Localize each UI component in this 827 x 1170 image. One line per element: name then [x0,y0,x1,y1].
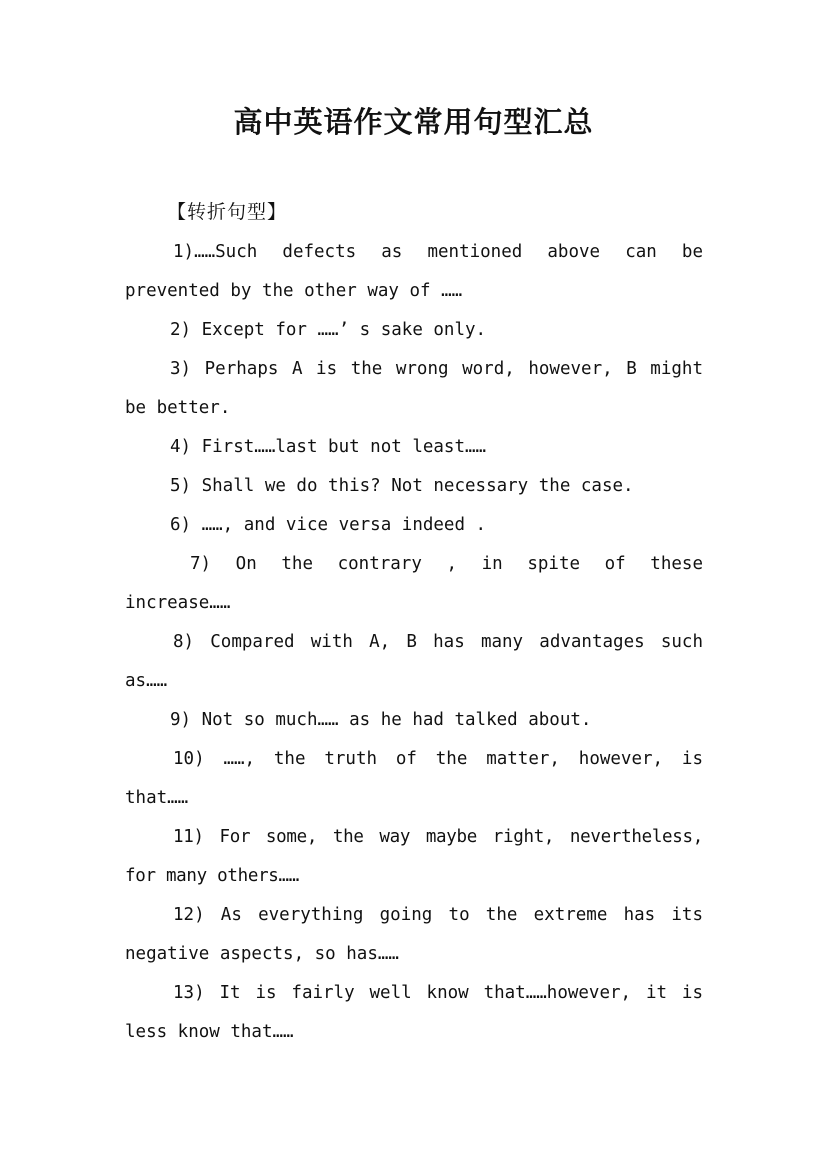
section-heading: 【转折句型】 [167,201,288,223]
list-item: 3) Perhaps A is the wrong word, however, B might be better. [125,359,703,418]
list-item: 6) ……, and vice versa indeed . [170,515,487,535]
list-item: 8) Compared with A, B has many advantages such as…… [125,632,703,691]
list-item: 10) ……, the truth of the matter, however, is that…… [125,749,703,808]
list-item: 13) It is fairly well know that……however, it is less know that…… [125,983,703,1042]
list-item: 9) Not so much…… as he had talked about. [170,710,592,730]
list-item: 12) As everything going to the extreme has its negative aspects, so has…… [125,905,703,964]
list-item: 11) For some, the way maybe right, nevertheless, for many others…… [125,827,703,886]
document-title: 高中英语作文常用句型汇总 [233,105,594,139]
list-item: 7) On the contrary , in spite of these increase…… [125,554,703,613]
sentence-pattern-list [125,233,703,1052]
list-item: 1)……Such defects as mentioned above can be prevented by the other way of …… [125,242,703,301]
list-item: 2) Except for ……’ s sake only. [170,320,487,340]
list-item: 5) Shall we do this? Not necessary the case. [170,476,634,496]
list-item: 4) First……last but not least…… [170,437,487,457]
